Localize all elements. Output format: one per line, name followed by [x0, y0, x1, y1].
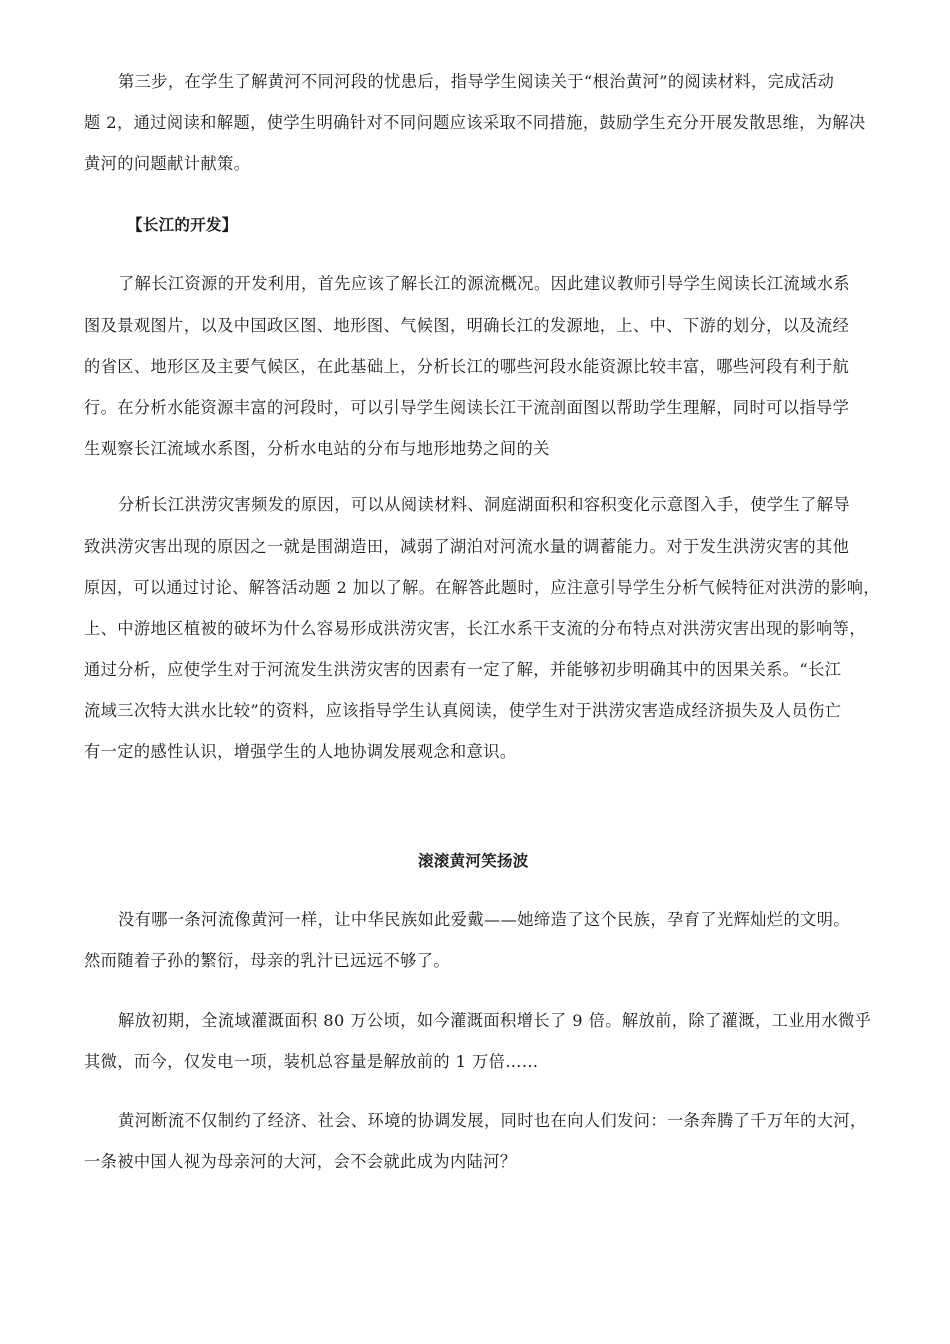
- text-line: 原因，可以通过讨论、解答活动题 2 加以了解。在解答此题时，应注意引导学生分析气候特征对洪涝的影响，: [84, 578, 880, 597]
- text-line: 然而随着子孙的繁衍，母亲的乳汁已远远不够了。: [84, 951, 451, 970]
- text-line: 流域三次特大洪水比较”的资料，应该指导学生认真阅读，使学生对于洪涝灾害造成经济损失及人员伤亡: [84, 701, 842, 720]
- article-title: 滚滚黄河笑扬波: [418, 852, 529, 870]
- section-heading-yangtze: 【长江的开发】: [127, 216, 238, 234]
- text-line: 有一定的感性认识，增强学生的人地协调发展观念和意识。: [84, 742, 517, 761]
- text-line: 的省区、地形区及主要气候区，在此基础上，分析长江的哪些河段水能资源比较丰富，哪些河段有利于航: [84, 357, 850, 376]
- text-line: 上、中游地区植被的破坏为什么容易形成洪涝灾害，长江水系干支流的分布特点对洪涝灾害出现的影响等，: [84, 619, 866, 638]
- text-line: 一条被中国人视为母亲河的大河，会不会就此成为内陆河？: [84, 1152, 517, 1171]
- text-line: 分析长江洪涝灾害频发的原因，可以从阅读材料、洞庭湖面积和容积变化示意图入手，使学生了解导: [118, 495, 851, 514]
- text-line: 了解长江资源的开发利用，首先应该了解长江的源流概况。因此建议教师引导学生阅读长江流域水系: [118, 274, 851, 293]
- text-line: 图及景观图片，以及中国政区图、地形图、气候图，明确长江的发源地，上、中、下游的划分，以及流经: [84, 316, 850, 335]
- text-line: 行。在分析水能资源丰富的河段时，可以引导学生阅读长江干流剖面图以帮助学生理解，同时可以指导学: [84, 398, 850, 417]
- text-line: 其微，而今，仅发电一项，装机总容量是解放前的 1 万倍……: [84, 1052, 539, 1071]
- text-line: 通过分析，应使学生对于河流发生洪涝灾害的因素有一定了解，并能够初步明确其中的因果关系。“长江: [84, 660, 842, 679]
- text-line: 没有哪一条河流像黄河一样，让中华民族如此爱戴——她缔造了这个民族，孕育了光辉灿烂的文明。: [118, 910, 851, 929]
- text-line: 题 2，通过阅读和解题，使学生明确针对不同问题应该采取不同措施，鼓励学生充分开展发散思维，为解决: [84, 113, 866, 132]
- text-line: 黄河的问题献计献策。: [84, 154, 251, 173]
- text-line: 黄河断流不仅制约了经济、社会、环境的协调发展，同时也在向人们发问：一条奔腾了千万年的大河，: [118, 1111, 867, 1130]
- text-line: 致洪涝灾害出现的原因之一就是围湖造田，减弱了湖泊对河流水量的调蓄能力。对于发生洪涝灾害的其他: [84, 537, 850, 556]
- text-line: 生观察长江流域水系图，分析水电站的分布与地形地势之间的关: [84, 439, 550, 458]
- text-line: 解放初期，全流域灌溉面积 80 万公顷，如今灌溉面积增长了 9 倍。解放前，除了灌溉，工业用水微乎: [118, 1011, 872, 1030]
- text-line: 第三步，在学生了解黄河不同河段的忧患后，指导学生阅读关于“根治黄河”的阅读材料，完成活动: [118, 72, 835, 91]
